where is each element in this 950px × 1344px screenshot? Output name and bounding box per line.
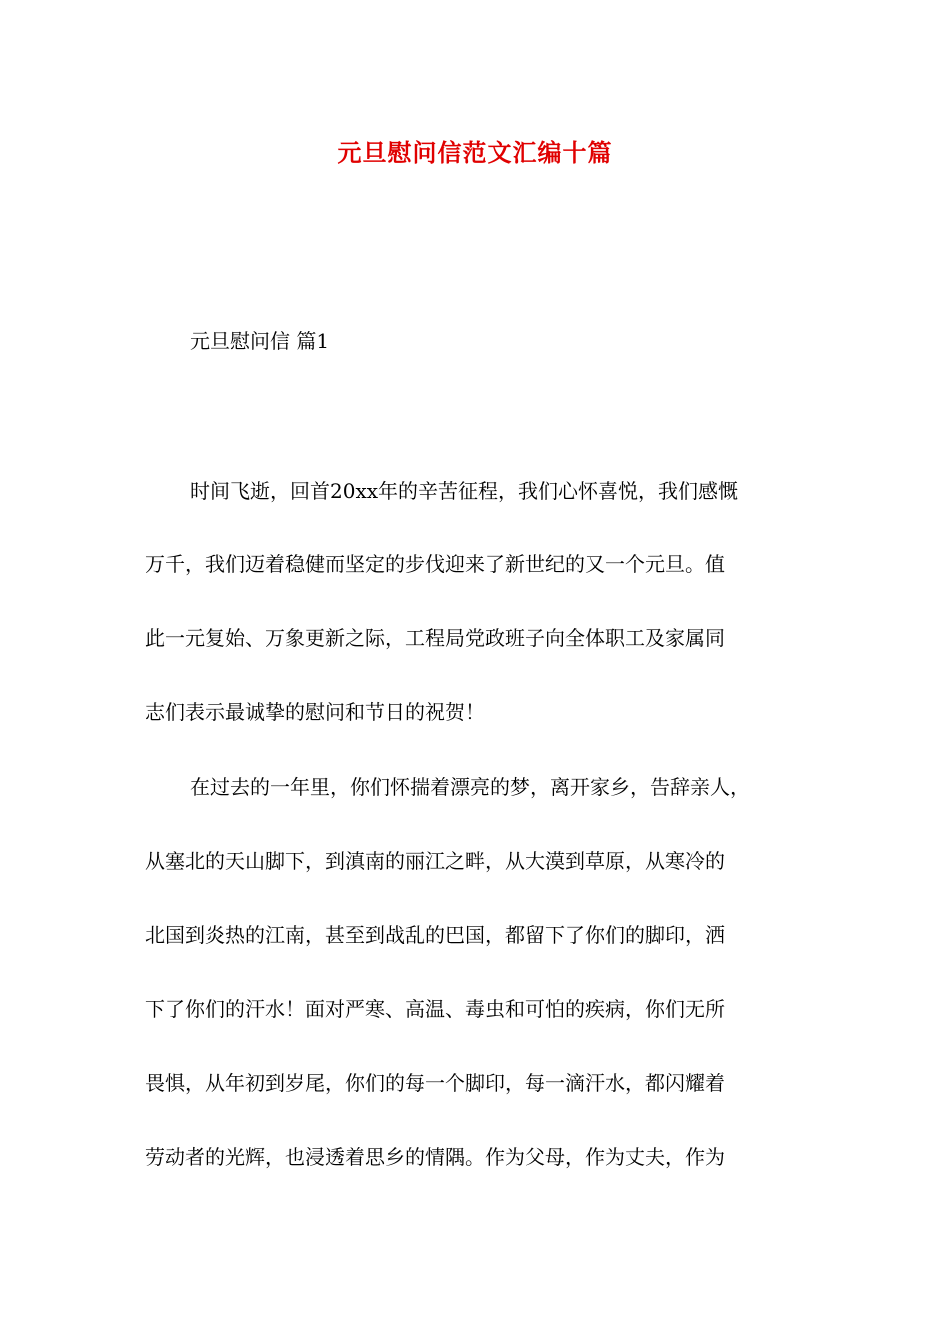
paragraph-line: 万千，我们迈着稳健而坚定的步伐迎来了新世纪的又一个元旦。值 xyxy=(145,552,725,576)
paragraph-line: 时间飞逝，回首20xx年的辛苦征程，我们心怀喜悦，我们感慨 xyxy=(190,479,739,503)
paragraph-line: 从塞北的天山脚下，到滇南的丽江之畔，从大漠到草原，从寒冷的 xyxy=(145,849,725,873)
section-heading: 元旦慰问信 篇1 xyxy=(190,329,330,353)
paragraph-line: 北国到炎热的江南，甚至到战乱的巴国，都留下了你们的脚印，洒 xyxy=(145,923,725,947)
paragraph-line: 劳动者的光辉，也浸透着思乡的情隅。作为父母，作为丈夫，作为 xyxy=(145,1145,725,1169)
paragraph-line: 畏惧，从年初到岁尾，你们的每一个脚印，每一滴汗水，都闪耀着 xyxy=(145,1071,725,1095)
document-title: 元旦慰问信范文汇编十篇 xyxy=(337,138,613,167)
paragraph-line: 下了你们的汗水！面对严寒、高温、毒虫和可怕的疾病，你们无所 xyxy=(145,997,725,1021)
paragraph-line: 此一元复始、万象更新之际，工程局党政班子向全体职工及家属同 xyxy=(145,626,725,650)
paragraph-line: 在过去的一年里，你们怀揣着漂亮的梦，离开家乡，告辞亲人， xyxy=(190,775,750,799)
paragraph-line: 志们表示最诚挚的慰问和节日的祝贺！ xyxy=(145,700,485,724)
